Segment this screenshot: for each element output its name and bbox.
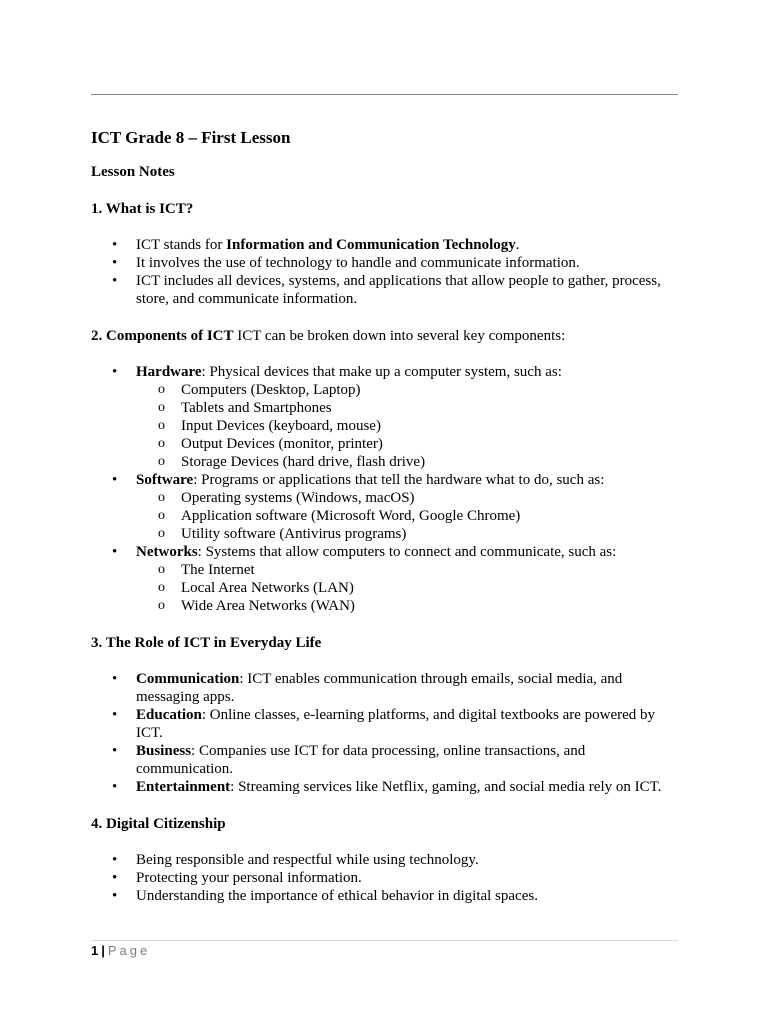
sub-list-item: o Computers (Desktop, Laptop) (136, 381, 678, 399)
sub-list-item: o Input Devices (keyboard, mouse) (136, 417, 678, 435)
section-1-heading: 1. What is ICT? (91, 201, 194, 217)
list-item-text: : Physical devices that make up a computer system, such as: (201, 364, 562, 380)
list-item-label: Hardware (136, 364, 202, 380)
list-item-label: Business (136, 743, 192, 759)
sub-list-item: o Local Area Networks (LAN) (136, 579, 678, 597)
list-item-text: : Companies use ICT for data processing, online transactions, and communication. (136, 743, 586, 777)
list-item-text: : Programs or applications that tell the hardware what to do, such as: (193, 472, 605, 488)
section-2-list (91, 363, 678, 615)
sub-list (136, 561, 678, 615)
list-item-text: ICT stands for (136, 237, 227, 253)
list-item (91, 471, 678, 543)
list-item (91, 254, 678, 272)
list-item (91, 742, 678, 778)
section-2-heading-line (91, 327, 678, 345)
sub-list-item: o Tablets and Smartphones (136, 399, 678, 417)
list-item (91, 272, 678, 308)
list-item: • Protecting your personal information. (91, 869, 678, 887)
section-2-heading: 2. Components of ICT (91, 328, 234, 344)
list-item-text: : Systems that allow computers to connect and communicate, such as: (197, 544, 617, 560)
sub-list-item: o Operating systems (Windows, macOS) (136, 489, 678, 507)
header-rule (91, 94, 678, 95)
page-footer (91, 943, 150, 958)
section-2-intro: ICT can be broken down into several key components: (233, 328, 566, 344)
list-item: • Understanding the importance of ethical behavior in digital spaces. (91, 887, 678, 905)
sub-list-item: o Wide Area Networks (WAN) (136, 597, 678, 615)
sub-list-item: o Storage Devices (hard drive, flash drive) (136, 453, 678, 471)
list-item-label: Communication (136, 671, 240, 687)
page-label: Page (107, 943, 151, 958)
list-item (91, 670, 678, 706)
section-3-list (91, 670, 678, 796)
list-item (91, 543, 678, 615)
list-item (91, 236, 678, 254)
sub-list-item: o Output Devices (monitor, printer) (136, 435, 678, 453)
section-4-heading: 4. Digital Citizenship (91, 816, 226, 832)
list-item-label: Education (136, 707, 202, 723)
list-item-text: . (515, 237, 520, 253)
list-item-label: Networks (136, 544, 198, 560)
sub-list-item: o Application software (Microsoft Word, Google Chrome) (136, 507, 678, 525)
list-item (91, 778, 678, 796)
footer-rule (91, 940, 678, 941)
section-3-heading: 3. The Role of ICT in Everyday Life (91, 635, 322, 651)
list-item-label: Software (136, 472, 194, 488)
sub-list-item: o The Internet (136, 561, 678, 579)
sub-list-item: o Utility software (Antivirus programs) (136, 525, 678, 543)
section-1-list (91, 236, 678, 308)
list-item-bold-text: Information and Communication Technology (226, 237, 516, 253)
sub-list (136, 381, 678, 471)
list-item-text: : Online classes, e-learning platforms, and digital textbooks are powered by ICT. (136, 707, 656, 741)
section-4-list (91, 851, 678, 905)
lesson-notes-heading: Lesson Notes (91, 164, 175, 180)
list-item-text: It involves the use of technology to handle and communicate information. (136, 255, 580, 271)
list-item (91, 363, 678, 471)
document-title: ICT Grade 8 – First Lesson (91, 128, 291, 147)
sub-list (136, 489, 678, 543)
list-item (91, 706, 678, 742)
list-item-label: Entertainment (136, 779, 231, 795)
document-body (91, 127, 678, 905)
list-item-text: : ICT enables communication through emails, social media, and messaging apps. (136, 671, 623, 705)
page-number: 1 (91, 943, 99, 958)
list-item-text: : Streaming services like Netflix, gaming, and social media rely on ICT. (230, 779, 662, 795)
footer-separator: | (101, 943, 105, 958)
list-item-text: ICT includes all devices, systems, and applications that allow people to gather, process, store, and communicate information. (136, 273, 661, 307)
list-item: • Being responsible and respectful while using technology. (91, 851, 678, 869)
